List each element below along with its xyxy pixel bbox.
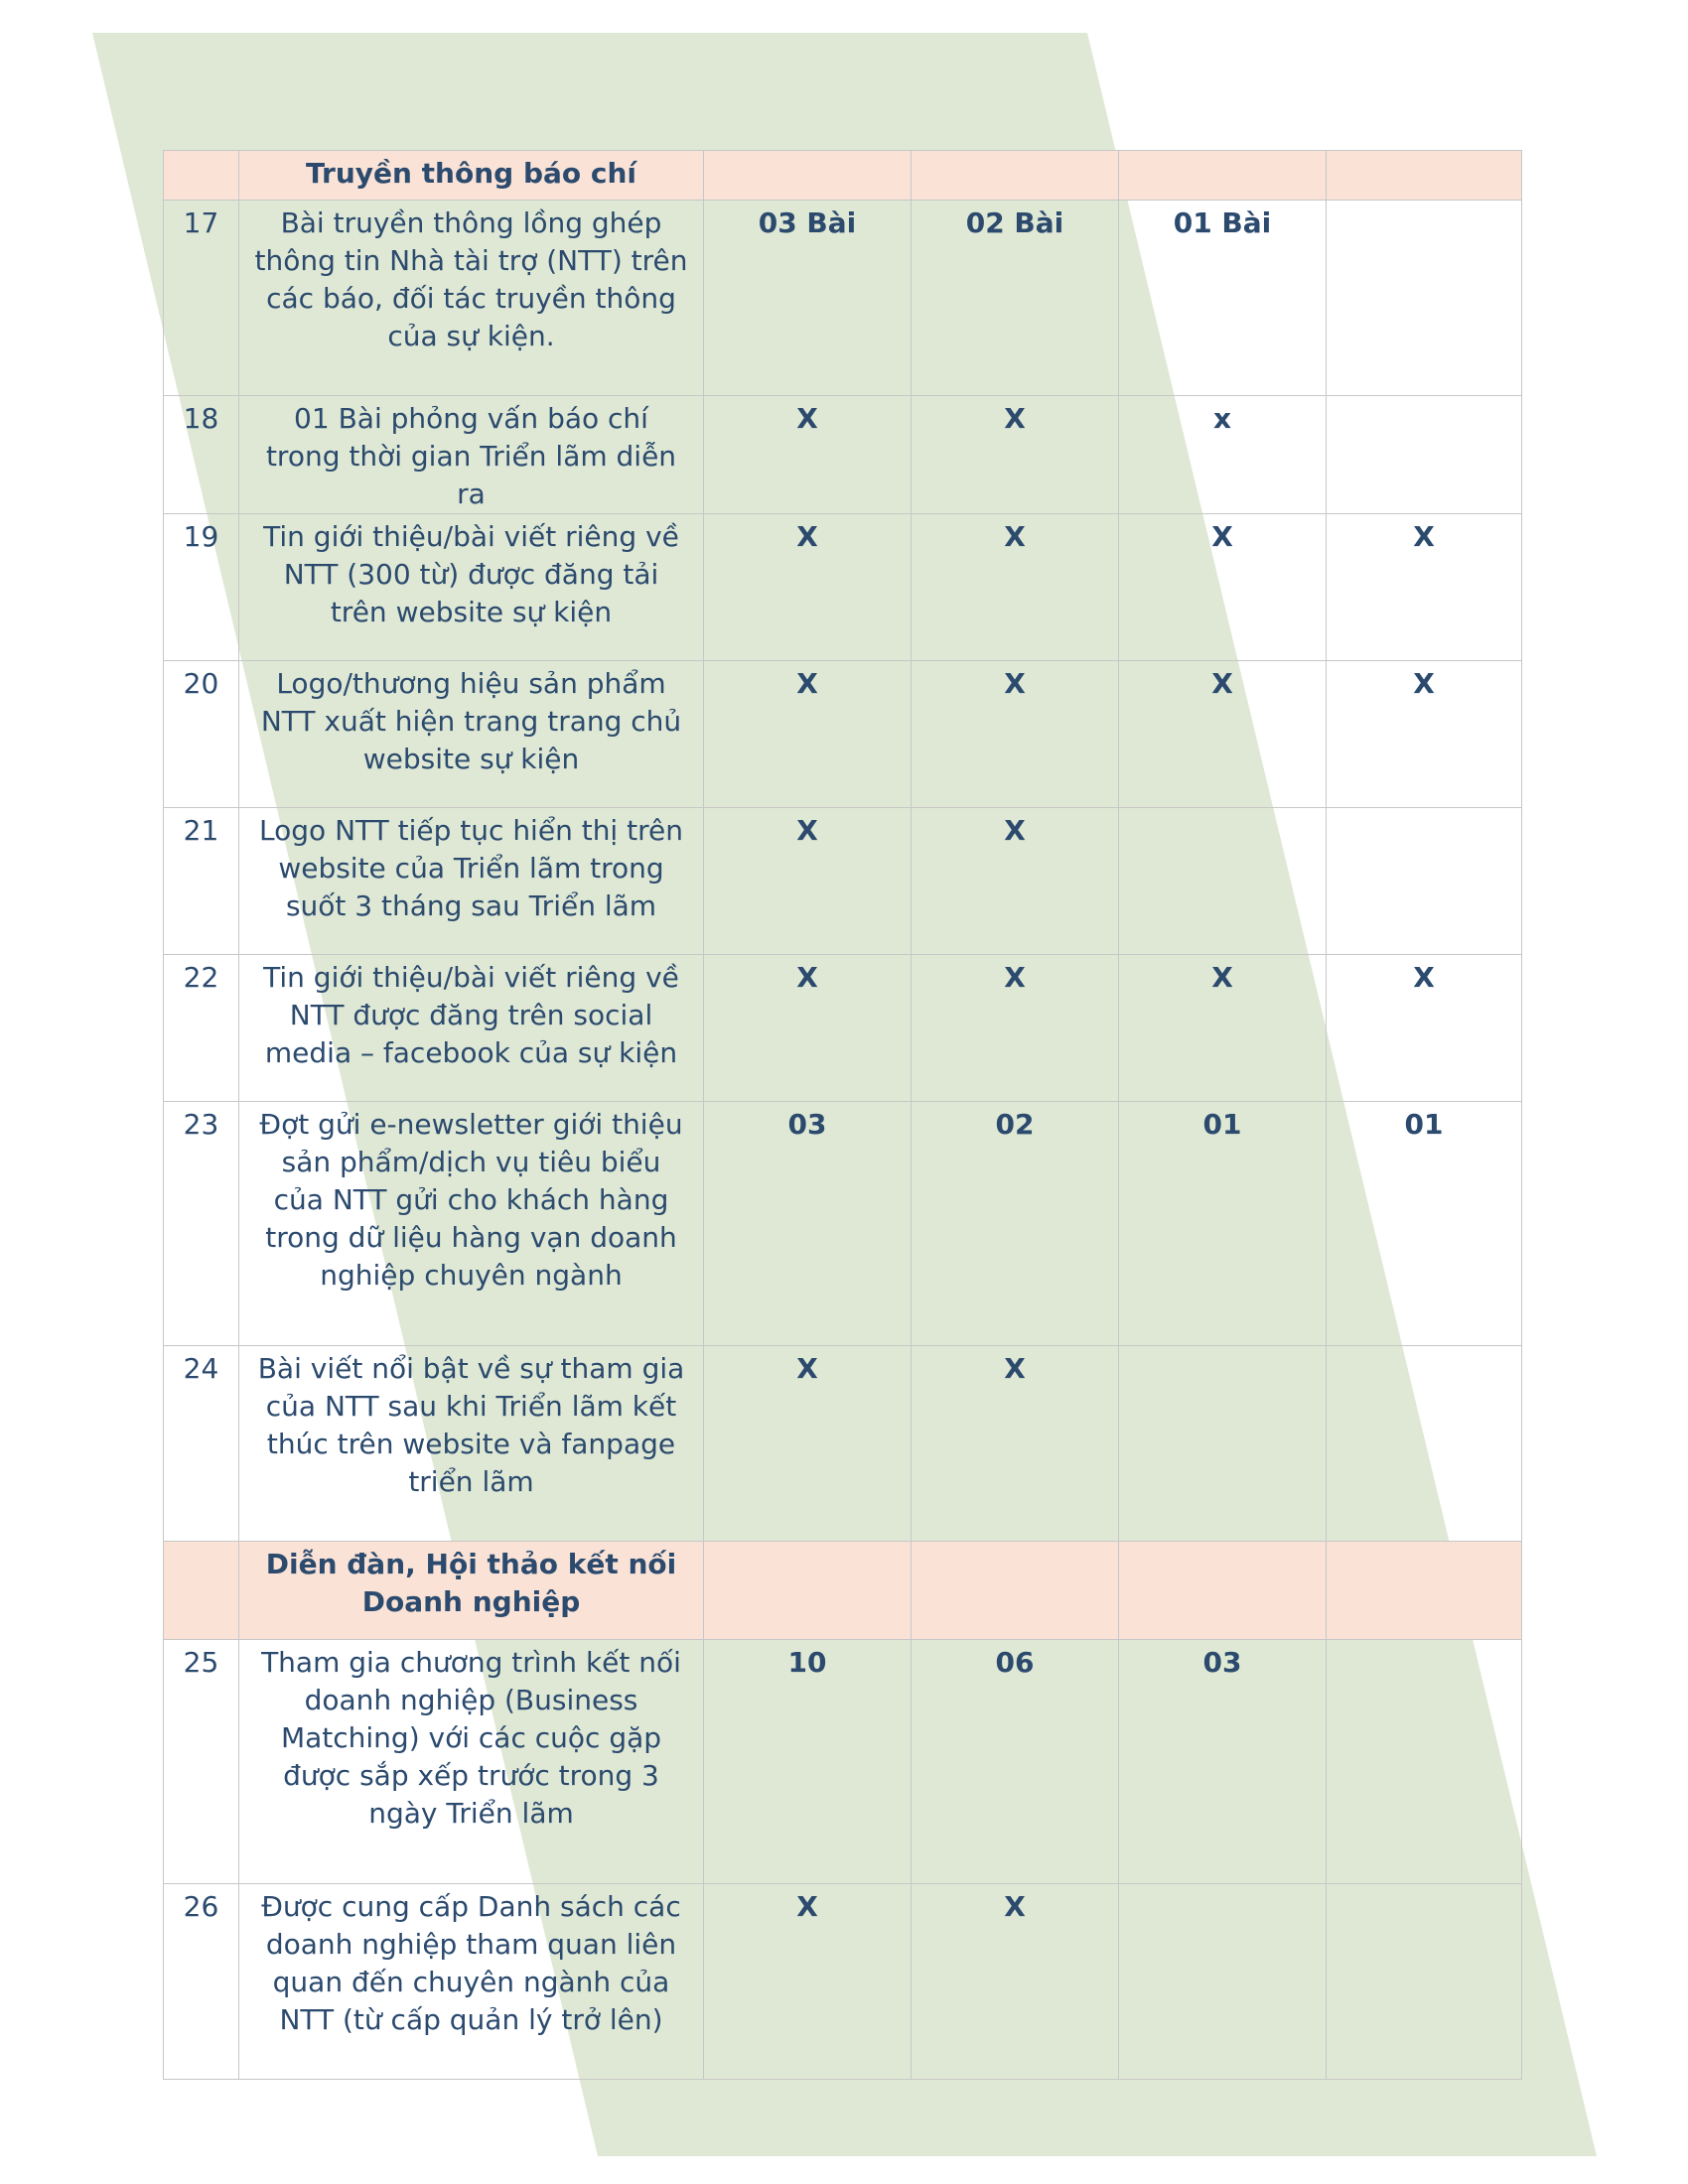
package-4-value-cell: X — [1327, 955, 1522, 1102]
package-3-value-cell: 01 — [1119, 1102, 1327, 1346]
package-2-value-cell: 02 — [912, 1102, 1119, 1346]
package-4-value-cell — [1327, 201, 1522, 396]
package-1-value-cell: X — [704, 1884, 912, 2080]
package-2-value-cell: X — [912, 808, 1119, 955]
table-row — [164, 396, 1522, 514]
package-3-value-cell — [1119, 1884, 1327, 2080]
table-row — [164, 1346, 1522, 1542]
benefit-description-cell: Logo/thương hiệu sản phẩm NTT xuất hiện trang trang chủ website sự kiện — [239, 661, 704, 808]
package-1-value-cell: X — [704, 955, 912, 1102]
benefit-description-cell: Được cung cấp Danh sách các doanh nghiệp tham quan liên quan đến chuyên ngành của NTT (từ cấp quản lý trở lên) — [239, 1884, 704, 2080]
package-1-value-cell: 10 — [704, 1640, 912, 1884]
table-row — [164, 955, 1522, 1102]
package-2-value-cell: X — [912, 955, 1119, 1102]
package-2-value-cell — [912, 1542, 1119, 1640]
package-1-value-cell: X — [704, 396, 912, 514]
sponsorship-benefits-table — [163, 150, 1522, 2080]
package-2-value-cell: X — [912, 661, 1119, 808]
table-row — [164, 1102, 1522, 1346]
package-3-value-cell: X — [1119, 955, 1327, 1102]
package-3-value-cell — [1119, 1346, 1327, 1542]
package-2-value-cell: X — [912, 396, 1119, 514]
package-4-value-cell — [1327, 1346, 1522, 1542]
package-1-value-cell — [704, 151, 912, 201]
package-4-value-cell — [1327, 1640, 1522, 1884]
package-1-value-cell: 03 Bài — [704, 201, 912, 396]
row-number-cell: 26 — [164, 1884, 239, 2080]
section-header-row — [164, 151, 1522, 201]
package-4-value-cell — [1327, 808, 1522, 955]
table-row — [164, 808, 1522, 955]
benefit-description-cell: Tin giới thiệu/bài viết riêng về NTT được đăng trên social media – facebook của sự kiện — [239, 955, 704, 1102]
benefit-description-cell: 01 Bài phỏng vấn báo chí trong thời gian Triển lãm diễn ra — [239, 396, 704, 514]
package-1-value-cell: X — [704, 514, 912, 661]
package-1-value-cell: X — [704, 661, 912, 808]
table-body — [164, 151, 1522, 2080]
row-number-cell: 22 — [164, 955, 239, 1102]
row-number-cell: 20 — [164, 661, 239, 808]
row-number-cell: 24 — [164, 1346, 239, 1542]
row-number-cell: 23 — [164, 1102, 239, 1346]
table-row — [164, 1884, 1522, 2080]
benefit-description-cell: Bài truyền thông lồng ghép thông tin Nhà tài trợ (NTT) trên các báo, đối tác truyền thông của sự kiện. — [239, 201, 704, 396]
package-2-value-cell — [912, 151, 1119, 201]
package-1-value-cell: 03 — [704, 1102, 912, 1346]
package-2-value-cell: X — [912, 1884, 1119, 2080]
package-1-value-cell: X — [704, 808, 912, 955]
package-3-value-cell: X — [1119, 661, 1327, 808]
package-3-value-cell: X — [1119, 514, 1327, 661]
row-number-cell: 21 — [164, 808, 239, 955]
package-1-value-cell — [704, 1542, 912, 1640]
package-4-value-cell — [1327, 396, 1522, 514]
benefit-description-cell: Đợt gửi e-newsletter giới thiệu sản phẩm/dịch vụ tiêu biểu của NTT gửi cho khách hàng trong dữ liệu hàng vạn doanh nghiệp chuyên ngành — [239, 1102, 704, 1346]
benefit-description-cell: Bài viết nổi bật về sự tham gia của NTT sau khi Triển lãm kết thúc trên website và fanpage triển lãm — [239, 1346, 704, 1542]
package-2-value-cell: X — [912, 1346, 1119, 1542]
row-number-cell: 19 — [164, 514, 239, 661]
table-row — [164, 1640, 1522, 1884]
package-2-value-cell: 02 Bài — [912, 201, 1119, 396]
package-1-value-cell: X — [704, 1346, 912, 1542]
benefit-description-cell: Tham gia chương trình kết nối doanh nghiệp (Business Matching) với các cuộc gặp được sắp xếp trước trong 3 ngày Triển lãm — [239, 1640, 704, 1884]
row-number-cell — [164, 151, 239, 201]
section-title-cell: Diễn đàn, Hội thảo kết nối Doanh nghiệp — [239, 1542, 704, 1640]
package-4-value-cell — [1327, 1884, 1522, 2080]
package-3-value-cell — [1119, 1542, 1327, 1640]
package-4-value-cell — [1327, 151, 1522, 201]
table-row — [164, 201, 1522, 396]
row-number-cell: 18 — [164, 396, 239, 514]
package-4-value-cell — [1327, 1542, 1522, 1640]
section-header-row — [164, 1542, 1522, 1640]
section-title-cell: Truyền thông báo chí — [239, 151, 704, 201]
package-2-value-cell: 06 — [912, 1640, 1119, 1884]
row-number-cell — [164, 1542, 239, 1640]
benefit-description-cell: Logo NTT tiếp tục hiển thị trên website của Triển lãm trong suốt 3 tháng sau Triển lãm — [239, 808, 704, 955]
package-4-value-cell: 01 — [1327, 1102, 1522, 1346]
package-4-value-cell: X — [1327, 661, 1522, 808]
package-3-value-cell: x — [1119, 396, 1327, 514]
package-3-value-cell: 03 — [1119, 1640, 1327, 1884]
package-4-value-cell: X — [1327, 514, 1522, 661]
package-3-value-cell — [1119, 808, 1327, 955]
table-row — [164, 661, 1522, 808]
package-3-value-cell — [1119, 151, 1327, 201]
package-3-value-cell: 01 Bài — [1119, 201, 1327, 396]
row-number-cell: 17 — [164, 201, 239, 396]
benefit-description-cell: Tin giới thiệu/bài viết riêng về NTT (300 từ) được đăng tải trên website sự kiện — [239, 514, 704, 661]
package-2-value-cell: X — [912, 514, 1119, 661]
row-number-cell: 25 — [164, 1640, 239, 1884]
table-row — [164, 514, 1522, 661]
